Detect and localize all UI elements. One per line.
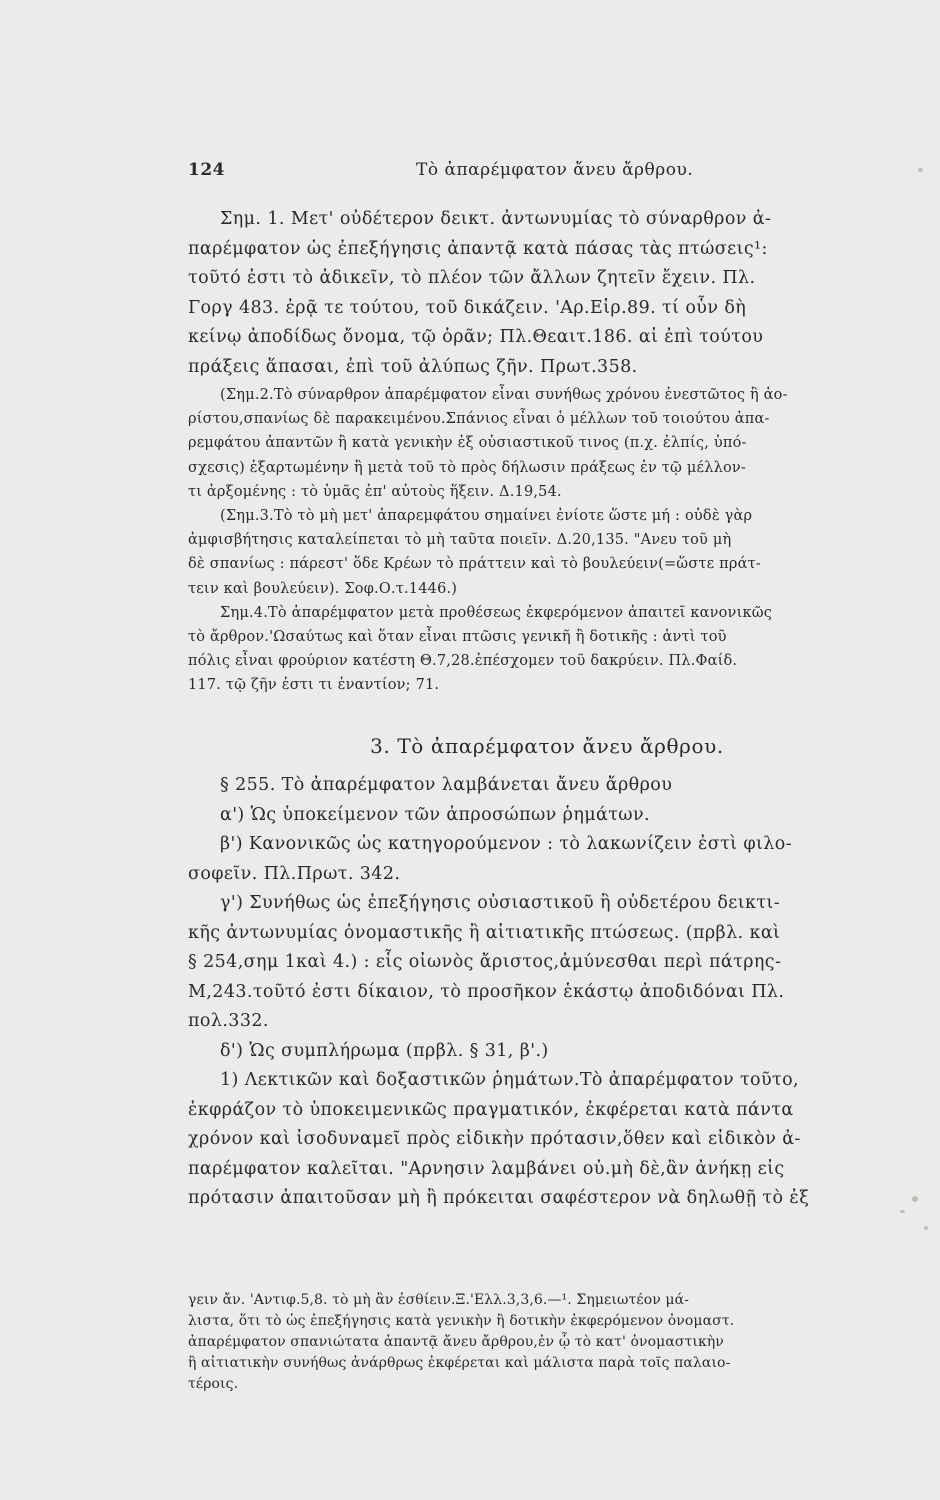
text-line: (Σημ.3.Τὸ τὸ μὴ μετ' ἀπαρεμφάτου σημαίνει ἐνίοτε ὥστε μή : οὐδὲ γὰρ [220, 508, 753, 525]
text-line: (Σημ.2.Τὸ σύναρθρον ἀπαρέμφατον εἶναι συνήθως χρόνου ἐνεστῶτος ἢ ἀο- [220, 387, 788, 403]
section-heading: 3. Τὸ ἀπαρέμφατον ἄνευ ἄρθρου. [370, 734, 724, 758]
text-line: πόλις εἶναι φρούριον κατέστη Θ.7,28.ἐπέσχομεν τοῦ δακρύειν. Πλ.Φαίδ. [188, 653, 738, 670]
text-line: τι ἀρξομένης : τὸ ὑμᾶς ἐπ' αὐτοὺς ἥξειν. Δ.19,54. [188, 483, 562, 500]
text-line: α') Ὡς ὑποκείμενον τῶν ἀπροσώπων ῥημάτων. [220, 804, 650, 825]
text-line: ἀπαρέμφατον σπανιώτατα ἀπαντᾷ ἄνευ ἄρθρου,ἐν ᾧ τὸ κατ' ὀνομαστικὴν [188, 1334, 724, 1350]
notes-2-4 [188, 383, 906, 698]
text-line: Γοργ 483. ἐρᾷ τε τούτου, τοῦ δικάζειν. 'Αρ.Εἰρ.89. τί οὖν δὴ [188, 297, 747, 318]
text-line: παρέμφατον ὡς ἐπεξήγησις ἀπαντᾷ κατὰ πάσας τὰς πτώσεις¹: [188, 238, 768, 259]
text-line: λιστα, ὅτι τὸ ὡς ἐπεξήγησις κατὰ γενικὴν ἢ δοτικὴν ἐκφερόμενον ὀνομαστ. [188, 1313, 735, 1329]
text-line: ἢ αἰτιατικὴν συνήθως ἀνάρθρως ἐκφέρεται καὶ μάλιστα παρὰ τοῖς παλαιο- [188, 1355, 731, 1371]
page-number: 124 [188, 160, 225, 180]
text-line: γειν ἄν. 'Αντιφ.5,8. τὸ μὴ ἂν ἐσθίειν.Ξ.'Ελλ.3,3,6.—¹. Σημειωτέον μά- [188, 1292, 689, 1308]
paper-speck [900, 1210, 905, 1213]
text-line: § 254,σημ 1καὶ 4.) : εἷς οἰωνὸς ἄριστος,ἀμύνεσθαι περὶ πάτρης- [188, 952, 782, 972]
text-line: δὲ σπανίως : πάρεστ' ὅδε Κρέων τὸ πράττειν καὶ τὸ βουλεύειν(=ὥστε πράτ- [188, 556, 761, 573]
text-line: 1) Λεκτικῶν καὶ δοξαστικῶν ῥημάτων.Τὸ ἀπαρέμφατον τοῦτο, [220, 1070, 799, 1090]
text-line: Σημ.4.Τὸ ἀπαρέμφατον μετὰ προθέσεως ἐκφερόμενον ἀπαιτεῖ κανονικῶς [220, 604, 773, 621]
footnotes [188, 1290, 906, 1395]
text-line: σοφεῖν. Πλ.Πρωτ. 342. [188, 863, 401, 884]
text-line: Σημ. 1. Μετ' οὐδέτερον δεικτ. ἀντωνυμίας τὸ σύναρθρον ἀ- [220, 209, 772, 229]
text-line: παρέμφατον καλεῖται. "Αρνησιν λαμβάνει οὐ.μὴ δὲ,ἂν ἀνήκῃ εἰς [188, 1158, 785, 1179]
paper-speck [924, 1226, 928, 1230]
note-1 [188, 205, 906, 382]
text-line: γ') Συνήθως ὡς ἐπεξήγησις οὐσιαστικοῦ ἢ οὐδετέρου δεικτι- [220, 893, 781, 913]
text-line: ἀμφισβήτησις καταλείπεται τὸ μὴ ταῦτα ποιεῖν. Δ.20,135. "Ανευ τοῦ μὴ [188, 532, 732, 549]
text-line: ἐκφράζον τὸ ὑποκειμενικῶς πραγματικόν, ἐκφέρεται κατὰ πάντα [188, 1099, 794, 1120]
text-line: πράξεις ἅπασαι, ἐπὶ τοῦ ἀλύπως ζῆν. Πρωτ.358. [188, 356, 638, 377]
text-line: κῆς ἀντωνυμίας ὀνομαστικῆς ἢ αἰτιατικῆς πτώσεως. (πρβλ. καὶ [188, 922, 781, 943]
text-line: Μ,243.τοῦτό ἐστι δίκαιον, τὸ προσῆκον ἑκάστῳ ἀποδιδόναι Πλ. [188, 981, 785, 1002]
paper-speck [918, 168, 923, 172]
text-line: τὸ ἄρθρον.'Ωσαύτως καὶ ὅταν εἶναι πτῶσις γενικῆ ἢ δοτικῆς : ἀντὶ τοῦ [188, 629, 727, 646]
text-line: σχεσις) ἐξαρτωμένην ἢ μετὰ τοῦ τὸ πρὸς δήλωσιν πράξεως ἐν τῷ μέλλον- [188, 459, 747, 476]
section-255 [188, 771, 906, 1214]
text-line: ρεμφάτου ἀπαντῶν ἢ κατὰ γενικὴν ἐξ οὐσιαστικοῦ τινος (π.χ. ἐλπίς, ὑπό- [188, 435, 747, 452]
page-header [188, 160, 906, 184]
paper-speck [912, 1196, 918, 1202]
text-line: τέροις. [188, 1376, 239, 1392]
text-line: χρόνον καὶ ἰσοδυναμεῖ πρὸς εἰδικὴν πρότασιν,ὅθεν καὶ εἰδικὸν ἀ- [188, 1129, 801, 1149]
running-title: Τὸ ἀπαρέμφατον ἄνευ ἄρθρου. [416, 160, 694, 180]
text-line: τειν καὶ βουλεύειν). Σοφ.Ο.τ.1446.) [188, 580, 458, 597]
text-line: τοῦτό ἐστι τὸ ἀδικεῖν, τὸ πλέον τῶν ἄλλων ζητεῖν ἔχειν. Πλ. [188, 268, 756, 288]
text-line: ρίστου,σπανίως δὲ παρακειμένου.Σπάνιος εἶναι ὁ μέλλων τοῦ τοιούτου ἀπα- [188, 411, 770, 428]
text-line: β') Κανονικῶς ὡς κατηγορούμενον : τὸ λακωνίζειν ἐστὶ φιλο- [220, 834, 793, 854]
text-line: § 255. Τὸ ἀπαρέμφατον λαμβάνεται ἄνευ ἄρθρου [220, 775, 673, 795]
text-line: δ') Ὡς συμπλήρωμα (πρβλ. § 31, β'.) [220, 1040, 549, 1061]
text-line: 117. τῷ ζῆν ἐστι τι ἐναντίον; 71. [188, 677, 440, 694]
text-line: πολ.332. [188, 1011, 269, 1031]
text-line: πρότασιν ἀπαιτοῦσαν μὴ ἢ πρόκειται σαφέστερον νὰ δηλωθῇ τὸ ἐξ [188, 1188, 810, 1208]
text-line: κείνῳ ἀποδίδως ὄνομα, τῷ ὁρᾶν; Πλ.Θεαιτ.186. αἱ ἐπὶ τούτου [188, 327, 764, 347]
